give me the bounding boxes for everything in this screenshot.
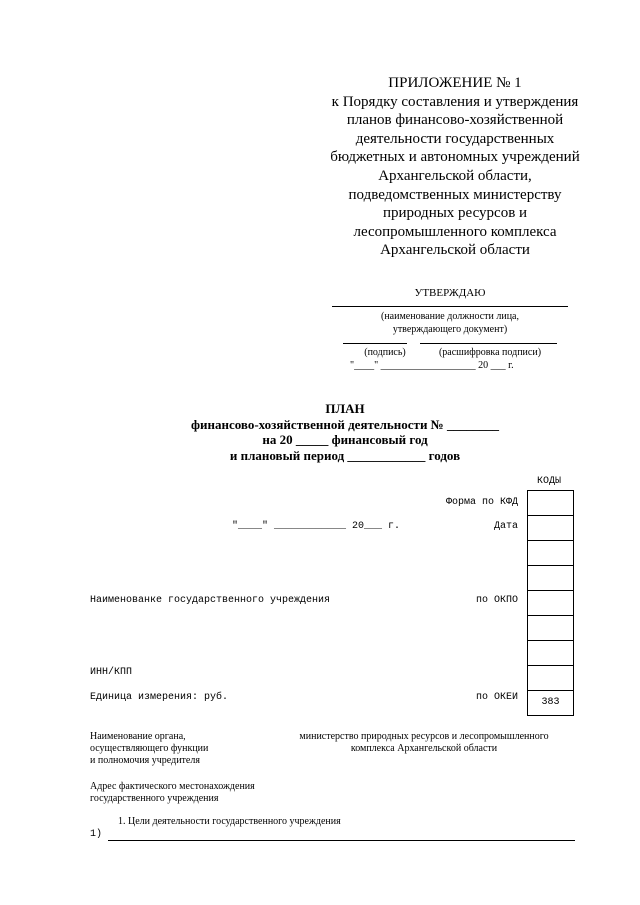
okpo-label: по ОКПО (475, 595, 518, 606)
appendix-block (300, 74, 610, 260)
code-cell-okei: 383 (528, 691, 573, 716)
goals-heading: 1. Цели деятельности государственного учреждения (118, 816, 341, 827)
organ-label-line: и полномочия учредителя (90, 755, 200, 766)
goal-item-line (108, 840, 575, 841)
position-caption-1: (наименование должности лица, (380, 311, 519, 322)
decoding-caption: (расшифровка подписи) (438, 347, 542, 358)
okei-label: по ОКЕИ (475, 692, 518, 703)
goal-item-prefix: 1) (90, 829, 103, 840)
appendix-line: к Порядку составления и утверждения (331, 93, 579, 110)
address-label (90, 781, 255, 805)
code-cell-okpo (528, 591, 573, 616)
code-cell-date (528, 516, 573, 541)
approval-date-line: "____" ___________________ 20 ___ г. (350, 360, 514, 371)
appendix-line: деятельности государственных (355, 130, 555, 147)
code-cell-empty (528, 641, 573, 666)
approval-title: УТВЕРЖДАЮ (414, 287, 486, 299)
appendix-line: бюджетных и автономных учреждений (330, 149, 580, 166)
address-line: Адрес фактического местонахождения (90, 781, 255, 792)
institution-name-label: Наименованке государственного учреждения (90, 595, 331, 606)
plan-period-line: и плановый период ____________ годов (229, 447, 461, 463)
unit-label: Единица измерения: руб. (90, 692, 229, 703)
appendix-line: природных ресурсов и (382, 205, 528, 222)
inn-kpp-label: ИНН/КПП (90, 667, 133, 678)
address-line: государственного учреждения (90, 793, 219, 804)
form-kfd-label: Форма по КФД (445, 497, 518, 508)
organ-value (284, 731, 564, 755)
appendix-line: Архангельской области (380, 242, 530, 259)
position-caption-2: утверждающего документ) (392, 324, 508, 335)
signature-caption: (подпись) (364, 347, 406, 358)
appendix-line: лесопромышленного комплекса (353, 223, 557, 240)
plan-subtitle: финансово-хозяйственной деятельности № ________ (191, 416, 499, 432)
form-date-line: "____" ____________ 20___ г. (232, 521, 401, 532)
signature-line (343, 343, 407, 344)
organ-label (90, 731, 208, 767)
code-cell-empty (528, 616, 573, 641)
decoding-line (420, 343, 557, 344)
codes-header: КОДЫ (536, 476, 561, 487)
approval-block (330, 286, 570, 300)
code-cell-form-kfd (528, 491, 573, 516)
plan-title: ПЛАН (325, 401, 365, 416)
date-label: Дата (493, 521, 518, 532)
plan-year-line: на 20 _____ финансовый год (262, 432, 428, 447)
organ-label-line: осуществляющего функции (90, 743, 209, 754)
appendix-line: подведомственных министерству (348, 186, 562, 203)
organ-value-line: министерство природных ресурсов и лесопромышленного (299, 731, 549, 742)
organ-label-line: Наименование органа, (90, 731, 186, 742)
code-cell-inn (528, 666, 573, 691)
appendix-line: планов финансово-хозяйственной (346, 112, 564, 129)
code-cell-empty (528, 541, 573, 566)
codes-table (527, 490, 574, 716)
organ-value-line: комплекса Архангельской области (350, 743, 498, 754)
appendix-line: Архангельской области, (378, 167, 532, 184)
plan-title-block (150, 401, 540, 463)
position-line (332, 306, 568, 307)
code-cell-empty (528, 566, 573, 591)
appendix-title: ПРИЛОЖЕНИЕ № 1 (388, 75, 522, 91)
